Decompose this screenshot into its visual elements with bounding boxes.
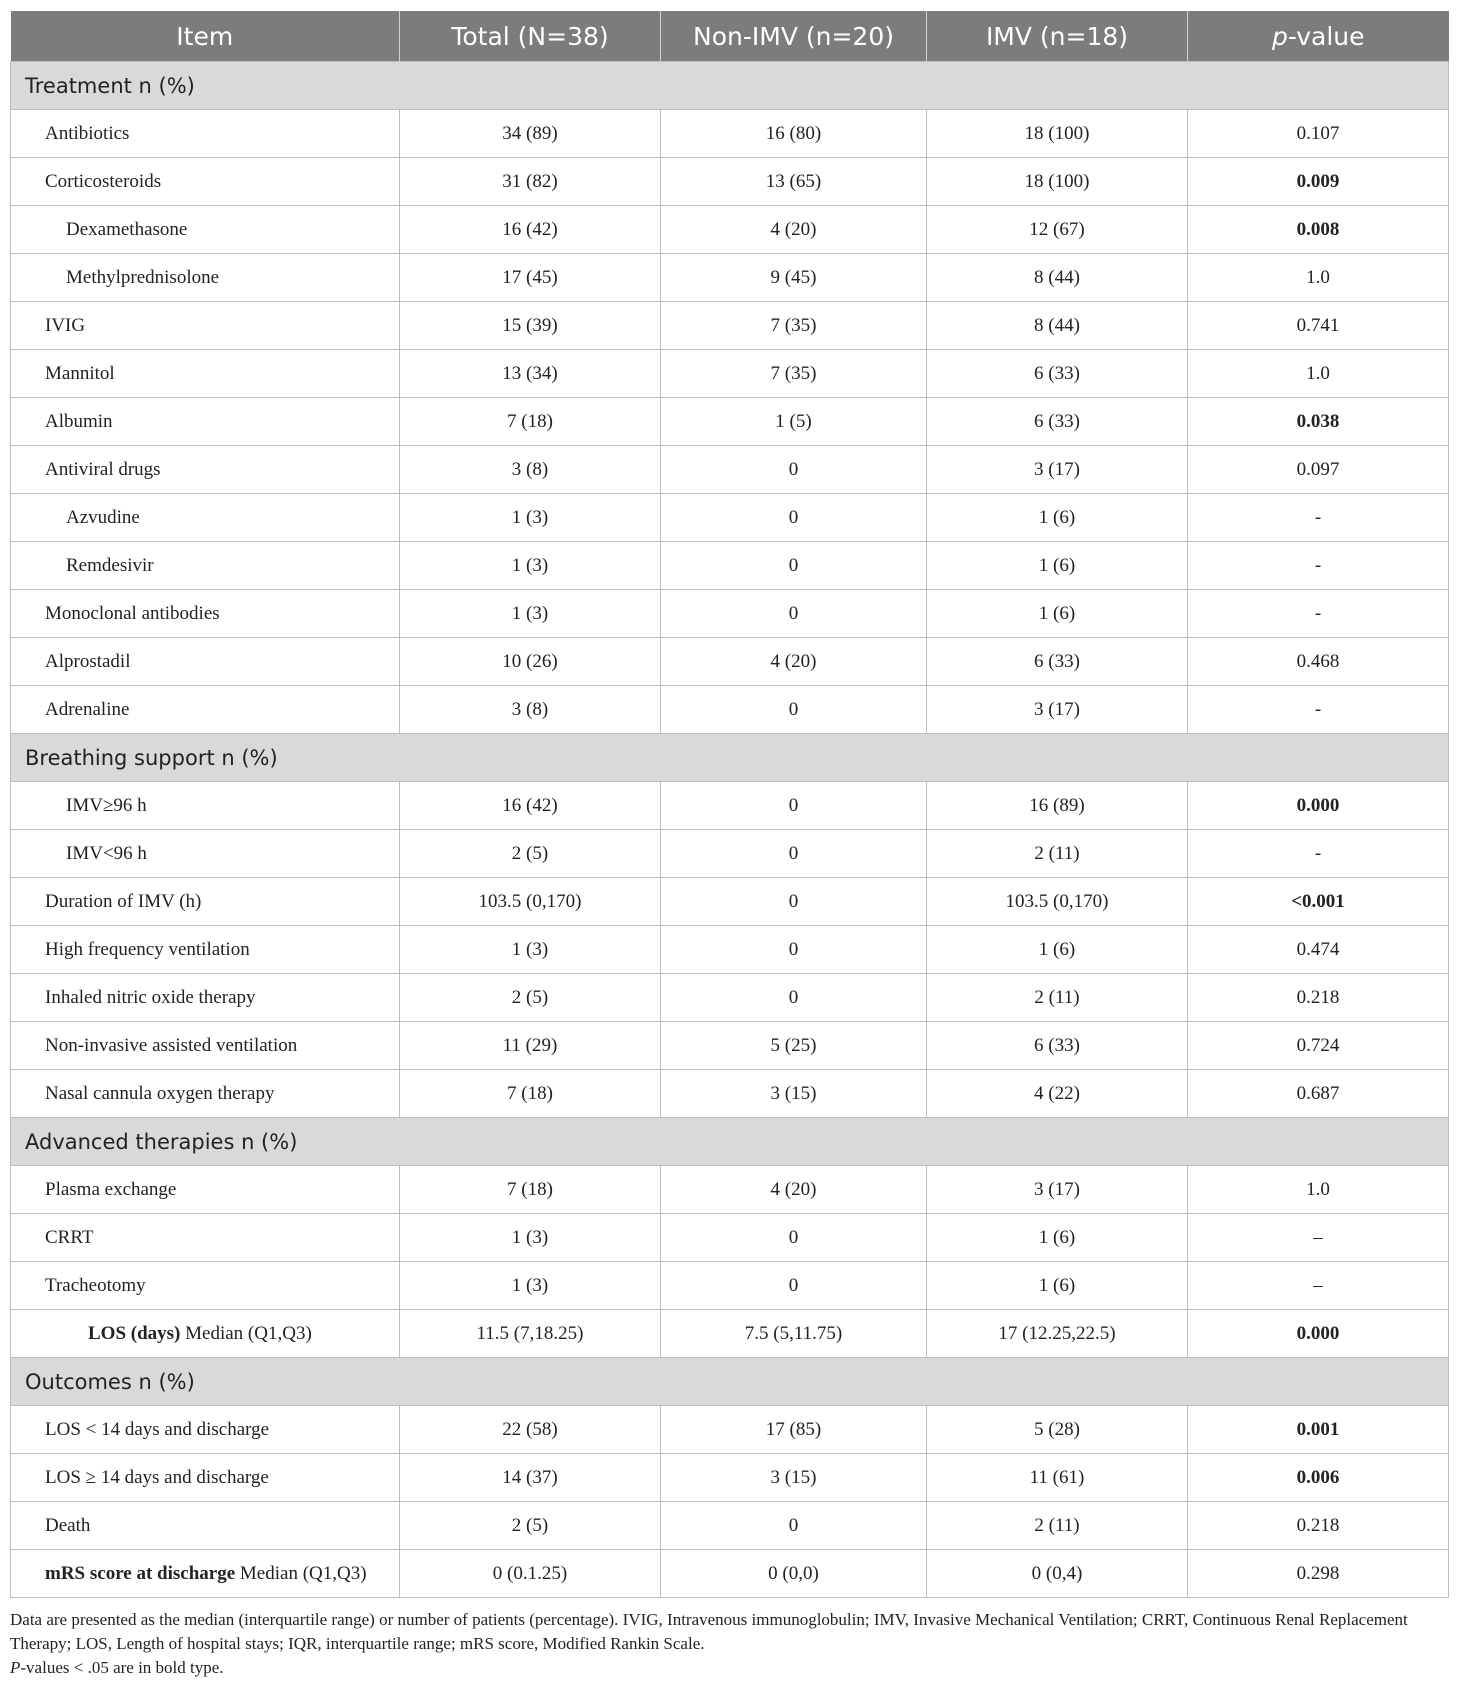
table-row xyxy=(11,206,1449,254)
table-row xyxy=(11,1070,1449,1118)
table-row xyxy=(11,350,1449,398)
item-cell: Tracheotomy xyxy=(11,1262,400,1310)
total-cell: 1 (3) xyxy=(400,1262,661,1310)
non-imv-cell: 7 (35) xyxy=(661,302,927,350)
header-total: Total (N=38) xyxy=(400,11,661,62)
imv-cell: 3 (17) xyxy=(927,1166,1188,1214)
total-cell: 11.5 (7,18.25) xyxy=(400,1310,661,1358)
p-value-cell: 0.724 xyxy=(1188,1022,1449,1070)
imv-cell: 1 (6) xyxy=(927,542,1188,590)
results-table xyxy=(10,11,1449,1598)
section-row xyxy=(11,1358,1449,1406)
p-value-cell: 0.000 xyxy=(1188,782,1449,830)
non-imv-cell: 0 xyxy=(661,1502,927,1550)
imv-cell: 8 (44) xyxy=(927,254,1188,302)
footnote-abbreviations: Data are presented as the median (interquartile range) or number of patients (percentage). IVIG, Intravenous immunoglobulin; IMV, Invasive Mechanical Ventilation; CRRT, Continuous Renal Replacement Therapy; LOS, Length of hospital stays; IQR, interquartile range; mRS score, Modified Rankin Scale. xyxy=(10,1610,1408,1653)
p-value-cell: 0.687 xyxy=(1188,1070,1449,1118)
item-cell: CRRT xyxy=(11,1214,400,1262)
p-value-cell: <0.001 xyxy=(1188,878,1449,926)
non-imv-cell: 0 xyxy=(661,1214,927,1262)
non-imv-cell: 17 (85) xyxy=(661,1406,927,1454)
table-row xyxy=(11,254,1449,302)
non-imv-cell: 3 (15) xyxy=(661,1454,927,1502)
total-cell: 11 (29) xyxy=(400,1022,661,1070)
header-p-value xyxy=(1188,11,1449,62)
non-imv-cell: 7.5 (5,11.75) xyxy=(661,1310,927,1358)
item-label-suffix: Median (Q1,Q3) xyxy=(235,1562,367,1584)
item-cell: Corticosteroids xyxy=(11,158,400,206)
item-cell xyxy=(11,1550,400,1598)
table-row xyxy=(11,110,1449,158)
non-imv-cell: 4 (20) xyxy=(661,1166,927,1214)
non-imv-cell: 0 xyxy=(661,782,927,830)
imv-cell: 1 (6) xyxy=(927,494,1188,542)
non-imv-cell: 16 (80) xyxy=(661,110,927,158)
imv-cell: 2 (11) xyxy=(927,974,1188,1022)
total-cell: 0 (0.1.25) xyxy=(400,1550,661,1598)
item-cell: Remdesivir xyxy=(11,542,400,590)
total-cell: 1 (3) xyxy=(400,926,661,974)
total-cell: 1 (3) xyxy=(400,590,661,638)
p-value-cell: 0.474 xyxy=(1188,926,1449,974)
non-imv-cell: 0 xyxy=(661,494,927,542)
imv-cell: 6 (33) xyxy=(927,638,1188,686)
p-value-cell: – xyxy=(1188,1214,1449,1262)
non-imv-cell: 0 xyxy=(661,686,927,734)
item-cell: Antibiotics xyxy=(11,110,400,158)
imv-cell: 6 (33) xyxy=(927,1022,1188,1070)
table-row xyxy=(11,1214,1449,1262)
item-cell: Duration of IMV (h) xyxy=(11,878,400,926)
item-cell: Nasal cannula oxygen therapy xyxy=(11,1070,400,1118)
total-cell: 7 (18) xyxy=(400,398,661,446)
total-cell: 10 (26) xyxy=(400,638,661,686)
non-imv-cell: 5 (25) xyxy=(661,1022,927,1070)
non-imv-cell: 0 xyxy=(661,542,927,590)
table-row xyxy=(11,1310,1449,1358)
imv-cell: 3 (17) xyxy=(927,686,1188,734)
table-row xyxy=(11,1166,1449,1214)
item-cell: High frequency ventilation xyxy=(11,926,400,974)
p-value-cell: 0.009 xyxy=(1188,158,1449,206)
imv-cell: 5 (28) xyxy=(927,1406,1188,1454)
total-cell: 22 (58) xyxy=(400,1406,661,1454)
item-cell: Non-invasive assisted ventilation xyxy=(11,1022,400,1070)
p-value-cell: 1.0 xyxy=(1188,350,1449,398)
p-value-cell: 0.097 xyxy=(1188,446,1449,494)
imv-cell: 2 (11) xyxy=(927,1502,1188,1550)
item-cell: Antiviral drugs xyxy=(11,446,400,494)
non-imv-cell: 0 xyxy=(661,1262,927,1310)
non-imv-cell: 0 (0,0) xyxy=(661,1550,927,1598)
table-container xyxy=(10,11,1448,1680)
imv-cell: 12 (67) xyxy=(927,206,1188,254)
total-cell: 16 (42) xyxy=(400,782,661,830)
p-value-cell: - xyxy=(1188,494,1449,542)
section-outcomes: Outcomes n (%) xyxy=(11,1358,1449,1406)
p-value-cell: 1.0 xyxy=(1188,1166,1449,1214)
table-row xyxy=(11,638,1449,686)
imv-cell: 4 (22) xyxy=(927,1070,1188,1118)
p-value-cell: 0.006 xyxy=(1188,1454,1449,1502)
item-cell: Adrenaline xyxy=(11,686,400,734)
table-row xyxy=(11,1406,1449,1454)
table-footnotes xyxy=(10,1608,1448,1680)
item-cell: Dexamethasone xyxy=(11,206,400,254)
item-cell xyxy=(11,1310,400,1358)
non-imv-cell: 1 (5) xyxy=(661,398,927,446)
non-imv-cell: 0 xyxy=(661,974,927,1022)
table-row xyxy=(11,830,1449,878)
table-row xyxy=(11,974,1449,1022)
total-cell: 16 (42) xyxy=(400,206,661,254)
table-row xyxy=(11,686,1449,734)
table-row xyxy=(11,926,1449,974)
total-cell: 1 (3) xyxy=(400,494,661,542)
imv-cell: 6 (33) xyxy=(927,398,1188,446)
p-value-cell: 0.298 xyxy=(1188,1550,1449,1598)
p-value-cell: 0.107 xyxy=(1188,110,1449,158)
p-value-cell: - xyxy=(1188,686,1449,734)
imv-cell: 6 (33) xyxy=(927,350,1188,398)
imv-cell: 3 (17) xyxy=(927,446,1188,494)
non-imv-cell: 7 (35) xyxy=(661,350,927,398)
table-row xyxy=(11,1454,1449,1502)
table-row xyxy=(11,542,1449,590)
header-row xyxy=(11,11,1449,62)
non-imv-cell: 0 xyxy=(661,590,927,638)
item-cell: Alprostadil xyxy=(11,638,400,686)
total-cell: 15 (39) xyxy=(400,302,661,350)
imv-cell: 18 (100) xyxy=(927,158,1188,206)
header-non-imv: Non-IMV (n=20) xyxy=(661,11,927,62)
p-value-cell: - xyxy=(1188,542,1449,590)
total-cell: 2 (5) xyxy=(400,974,661,1022)
item-cell: Albumin xyxy=(11,398,400,446)
p-value-cell: 0.000 xyxy=(1188,1310,1449,1358)
imv-cell: 11 (61) xyxy=(927,1454,1188,1502)
section-row xyxy=(11,62,1449,110)
total-cell: 3 (8) xyxy=(400,446,661,494)
table-row xyxy=(11,398,1449,446)
item-cell: Mannitol xyxy=(11,350,400,398)
table-row xyxy=(11,1262,1449,1310)
item-cell: Plasma exchange xyxy=(11,1166,400,1214)
table-row xyxy=(11,878,1449,926)
imv-cell: 8 (44) xyxy=(927,302,1188,350)
footnote-p-text: -values < .05 are in bold type. xyxy=(20,1658,224,1677)
total-cell: 14 (37) xyxy=(400,1454,661,1502)
table-row xyxy=(11,158,1449,206)
item-label-suffix: Median (Q1,Q3) xyxy=(180,1322,312,1344)
table-row xyxy=(11,446,1449,494)
p-value-cell: 1.0 xyxy=(1188,254,1449,302)
total-cell: 2 (5) xyxy=(400,830,661,878)
total-cell: 3 (8) xyxy=(400,686,661,734)
total-cell: 17 (45) xyxy=(400,254,661,302)
section-row xyxy=(11,734,1449,782)
non-imv-cell: 9 (45) xyxy=(661,254,927,302)
item-cell: LOS < 14 days and discharge xyxy=(11,1406,400,1454)
total-cell: 31 (82) xyxy=(400,158,661,206)
footnote-p-letter: P xyxy=(10,1658,21,1677)
imv-cell: 1 (6) xyxy=(927,590,1188,638)
total-cell: 103.5 (0,170) xyxy=(400,878,661,926)
non-imv-cell: 0 xyxy=(661,878,927,926)
non-imv-cell: 0 xyxy=(661,446,927,494)
imv-cell: 1 (6) xyxy=(927,1262,1188,1310)
non-imv-cell: 0 xyxy=(661,926,927,974)
non-imv-cell: 4 (20) xyxy=(661,638,927,686)
header-p-suffix: -value xyxy=(1287,21,1365,51)
section-treatment: Treatment n (%) xyxy=(11,62,1449,110)
imv-cell: 1 (6) xyxy=(927,926,1188,974)
p-value-cell: 0.038 xyxy=(1188,398,1449,446)
item-cell: Death xyxy=(11,1502,400,1550)
header-imv: IMV (n=18) xyxy=(927,11,1188,62)
p-value-cell: 0.001 xyxy=(1188,1406,1449,1454)
total-cell: 1 (3) xyxy=(400,542,661,590)
section-breathing: Breathing support n (%) xyxy=(11,734,1449,782)
item-cell: IMV<96 h xyxy=(11,830,400,878)
non-imv-cell: 4 (20) xyxy=(661,206,927,254)
p-value-cell: 0.218 xyxy=(1188,974,1449,1022)
imv-cell: 0 (0,4) xyxy=(927,1550,1188,1598)
footnote-significance xyxy=(10,1656,1448,1680)
non-imv-cell: 0 xyxy=(661,830,927,878)
total-cell: 34 (89) xyxy=(400,110,661,158)
total-cell: 1 (3) xyxy=(400,1214,661,1262)
p-value-cell: 0.218 xyxy=(1188,1502,1449,1550)
imv-cell: 18 (100) xyxy=(927,110,1188,158)
section-row xyxy=(11,1118,1449,1166)
table-row xyxy=(11,782,1449,830)
table-row xyxy=(11,590,1449,638)
item-cell: Methylprednisolone xyxy=(11,254,400,302)
total-cell: 2 (5) xyxy=(400,1502,661,1550)
item-label-bold: LOS (days) xyxy=(88,1322,181,1344)
item-cell: LOS ≥ 14 days and discharge xyxy=(11,1454,400,1502)
table-row xyxy=(11,494,1449,542)
total-cell: 7 (18) xyxy=(400,1070,661,1118)
table-row xyxy=(11,1502,1449,1550)
item-cell: IVIG xyxy=(11,302,400,350)
item-label-bold: mRS score at discharge xyxy=(45,1562,236,1584)
p-value-cell: 0.008 xyxy=(1188,206,1449,254)
total-cell: 13 (34) xyxy=(400,350,661,398)
table-row xyxy=(11,302,1449,350)
p-value-cell: 0.741 xyxy=(1188,302,1449,350)
section-advanced: Advanced therapies n (%) xyxy=(11,1118,1449,1166)
item-cell: IMV≥96 h xyxy=(11,782,400,830)
imv-cell: 103.5 (0,170) xyxy=(927,878,1188,926)
table-row xyxy=(11,1022,1449,1070)
imv-cell: 17 (12.25,22.5) xyxy=(927,1310,1188,1358)
item-cell: Monoclonal antibodies xyxy=(11,590,400,638)
p-value-cell: – xyxy=(1188,1262,1449,1310)
item-cell: Inhaled nitric oxide therapy xyxy=(11,974,400,1022)
imv-cell: 2 (11) xyxy=(927,830,1188,878)
p-value-cell: - xyxy=(1188,830,1449,878)
table-row xyxy=(11,1550,1449,1598)
total-cell: 7 (18) xyxy=(400,1166,661,1214)
non-imv-cell: 13 (65) xyxy=(661,158,927,206)
p-value-cell: - xyxy=(1188,590,1449,638)
non-imv-cell: 3 (15) xyxy=(661,1070,927,1118)
p-value-cell: 0.468 xyxy=(1188,638,1449,686)
imv-cell: 1 (6) xyxy=(927,1214,1188,1262)
header-p-letter: p xyxy=(1271,21,1288,51)
header-item: Item xyxy=(11,11,400,62)
item-cell: Azvudine xyxy=(11,494,400,542)
imv-cell: 16 (89) xyxy=(927,782,1188,830)
